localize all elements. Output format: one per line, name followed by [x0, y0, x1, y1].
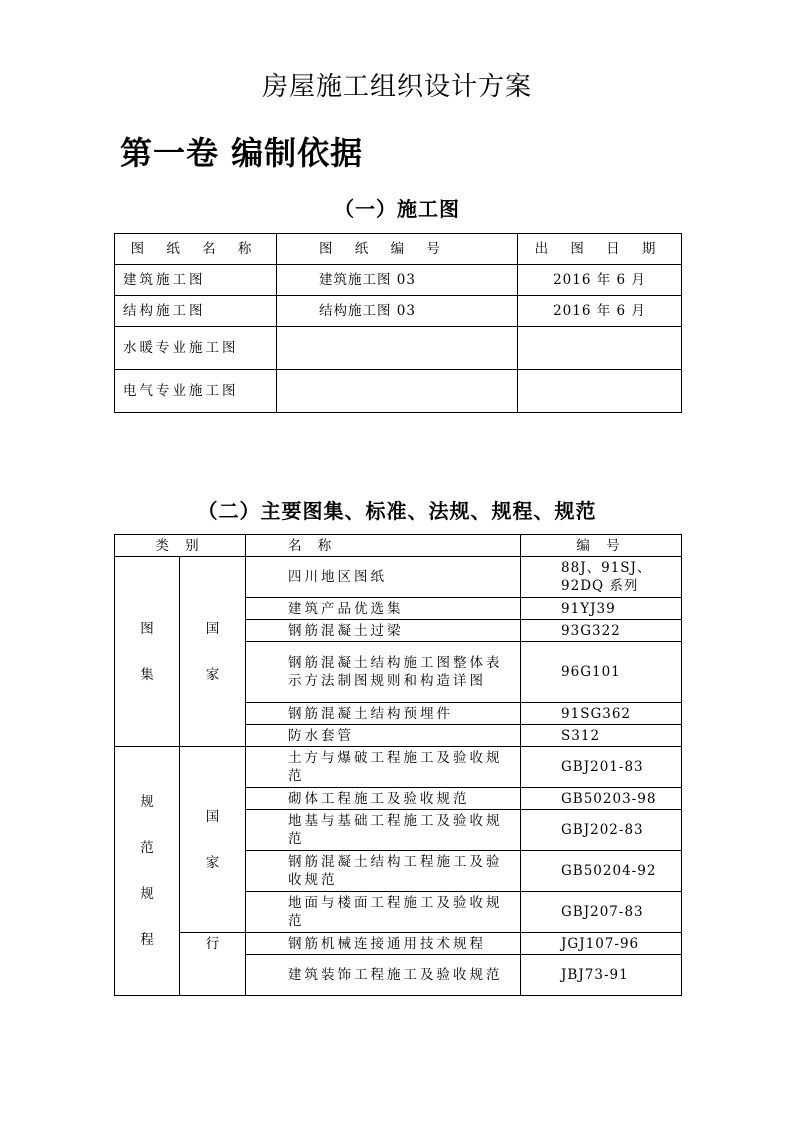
section2-title: （二）主要图集、标准、法规、规程、规范	[197, 499, 597, 523]
category-atlas	[115, 557, 180, 747]
category-char: 范	[140, 840, 154, 856]
standard-name: 钢筋混凝土过梁	[246, 620, 521, 642]
level-char: 国	[205, 808, 220, 825]
standard-name: 建筑装饰工程施工及验收规范	[246, 955, 521, 996]
category-char: 规	[140, 886, 154, 902]
issue-date: 2016 年 6 月	[518, 265, 682, 296]
standard-name: 钢筋混凝土结构工程施工及验收规范	[246, 851, 521, 892]
drawings-table	[114, 233, 682, 413]
level-industry: 行	[180, 933, 246, 996]
table-row	[115, 265, 682, 296]
standards-table	[114, 534, 682, 996]
drawing-number	[277, 370, 518, 413]
standard-code: 88J、91SJ、92DQ 系列	[521, 557, 682, 598]
standard-name: 砌体工程施工及验收规范	[246, 788, 521, 810]
table-header-row	[115, 234, 682, 265]
section1-title: （一）施工图	[334, 197, 460, 221]
drawing-number: 建筑施工图 03	[277, 265, 518, 296]
level-national	[180, 747, 246, 933]
header-drawing-number: 图 纸 编 号	[277, 234, 518, 265]
issue-date	[518, 370, 682, 413]
standard-code: 93G322	[521, 620, 682, 642]
level-national	[180, 557, 246, 747]
category-codes	[115, 747, 180, 996]
standard-code: 91SG362	[521, 703, 682, 725]
drawing-number: 结构施工图 03	[277, 296, 518, 327]
table-row	[115, 933, 682, 955]
standard-code: JBJ73-91	[521, 955, 682, 996]
standard-code: GBJ201-83	[521, 747, 682, 788]
drawing-name: 电气专业施工图	[115, 370, 277, 413]
issue-date: 2016 年 6 月	[518, 296, 682, 327]
category-char: 程	[140, 932, 154, 948]
document-title: 房屋施工组织设计方案	[261, 72, 532, 102]
standard-name: 地基与基础工程施工及验收规范	[246, 810, 521, 851]
standard-code: GBJ207-83	[521, 892, 682, 933]
standard-code: JGJ107-96	[521, 933, 682, 955]
standard-code: GB50203-98	[521, 788, 682, 810]
drawing-name: 结构施工图	[115, 296, 277, 327]
category-char: 图	[140, 620, 154, 637]
header-drawing-name: 图 纸 名 称	[115, 234, 277, 265]
header-code: 编 号	[521, 535, 682, 557]
standard-name: 钢筋机械连接通用技术规程	[246, 933, 521, 955]
table-row	[115, 747, 682, 788]
level-char: 家	[205, 854, 220, 871]
standard-name: 钢筋混凝土结构施工图整体表示方法制图规则和构造详图	[246, 642, 521, 703]
standard-name: 防水套管	[246, 725, 521, 747]
standard-name: 钢筋混凝土结构预埋件	[246, 703, 521, 725]
standard-code: GBJ202-83	[521, 810, 682, 851]
level-char: 国	[205, 620, 220, 637]
category-char: 规	[140, 794, 154, 810]
drawing-name: 建筑施工图	[115, 265, 277, 296]
standard-code: GB50204-92	[521, 851, 682, 892]
category-char: 集	[140, 666, 154, 683]
header-issue-date: 出 图 日 期	[518, 234, 682, 265]
standard-name: 地面与楼面工程施工及验收规范	[246, 892, 521, 933]
drawing-name: 水暖专业施工图	[115, 327, 277, 370]
standard-code: 91YJ39	[521, 598, 682, 620]
standard-code: 96G101	[521, 642, 682, 703]
header-name: 名 称	[246, 535, 521, 557]
level-char: 家	[205, 666, 220, 683]
table-row	[115, 557, 682, 598]
table-row	[115, 327, 682, 370]
header-category: 类 别	[115, 535, 246, 557]
table-header-row	[115, 535, 682, 557]
standard-name: 土方与爆破工程施工及验收规范	[246, 747, 521, 788]
issue-date	[518, 327, 682, 370]
table-row	[115, 370, 682, 413]
drawing-number	[277, 327, 518, 370]
volume-title: 第一卷 编制依据	[120, 134, 364, 172]
standard-code: S312	[521, 725, 682, 747]
table-row	[115, 296, 682, 327]
standard-name: 建筑产品优选集	[246, 598, 521, 620]
standard-name: 四川地区图纸	[246, 557, 521, 598]
